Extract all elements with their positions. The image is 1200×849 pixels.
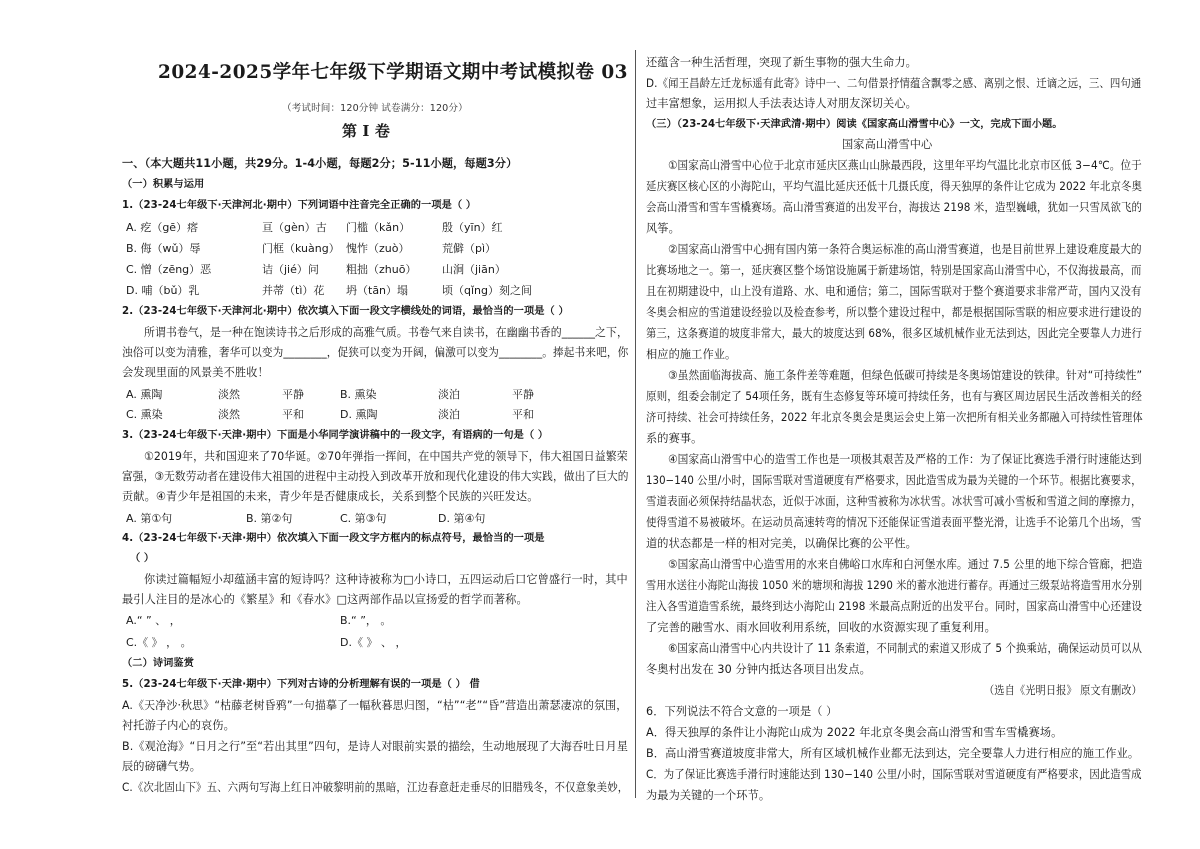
option-line: C.《次北固山下》五、六两句写海上红日冲破黎明前的黑暗，江边春意赶走垂尽的旧腊残冬，不仅意象美妙， [122, 781, 629, 794]
passage-line: 所谓书卷气，是一种在饱读诗书之后形成的高雅气质。书卷气来自读书，在幽幽书香的______之下， [144, 326, 629, 339]
option: 门框（kuàng） [262, 242, 340, 255]
passage-line: 130−140 公里/小时，国际雪联对雪道硬度有严格要求，因此造雪成为最为关键的一个环节。根据比赛要求， [646, 474, 1142, 487]
passage-line: ⑤国家高山滑雪中心造雪用的水来自佛峪口水库和白河堡水库。通过 7.5 公里的地下综合管廊，把造 [668, 558, 1143, 571]
option: A.“ ” 、 ， [126, 614, 181, 627]
passage-line: 了完善的融雪水、雨水回收利用系统，回收的水资源实现了重复利用。 [646, 621, 996, 634]
option: 平静 [512, 388, 534, 401]
option: D. 第④句 [438, 512, 486, 525]
option: A. 第①句 [126, 512, 173, 525]
option: D.《 》 、 ， [340, 636, 407, 649]
option-line: B．高山滑雪赛道坡度非常大，所有区域机械作业都无法到达，完全要靠人力进行相应的施工作业。 [646, 747, 1140, 760]
passage-line: 系的赛事。 [646, 432, 703, 445]
option: B. 第②句 [246, 512, 293, 525]
option: 并蒂（tì）花 [262, 284, 325, 297]
option: 顷（qǐng）刻之间 [442, 284, 532, 297]
option: A. 熏陶 [126, 388, 163, 401]
option: 门槛（kǎn） [346, 221, 411, 234]
passage-line: 冬奥会相应的雪道建设经验以及检查参考，所以整个建设过程中，都是根据国际雪联的相应要求进行建设的 [646, 306, 1142, 319]
option-line: A.《天净沙·秋思》“枯藤老树昏鸦”一句描摹了一幅秋暮思归图，“枯”“老”“昏”营造出萧瑟凄凉的氛围， [122, 699, 628, 712]
passage-line: 注入各雪道造雪系统，最终到达小海陀山 2198 米最高点附近的出发平台。同时，国家高山滑雪中心还建设 [646, 600, 1143, 613]
subsection-heading: （三）（23-24七年级下·天津武清·期中）阅读《国家高山滑雪中心》一文，完成下面小题。 [646, 119, 1063, 130]
question-stem: 1.（23-24七年级下·天津河北·期中）下列词语中注音完全正确的一项是（ ） [122, 200, 477, 211]
passage-line: 比赛场地之一。第一，延庆赛区整个场馆设施属于新建场馆，特别是国家高山滑雪中心，不仅海拔最高，而 [646, 264, 1142, 277]
passage-line: 冬奥村出发在 30 分钟内抵达各项目出发点。 [646, 663, 871, 676]
page-title: 2024-2025学年七年级下学期语文期中考试模拟卷 03 [158, 62, 628, 83]
subsection-heading: （一）积累与运用 [122, 179, 205, 190]
option: C. 憎（zēng）恶 [126, 263, 212, 276]
option: 粗拙（zhuō） [346, 263, 417, 276]
option: D. 熏陶 [340, 408, 378, 421]
option: 亘（gèn）古 [262, 221, 327, 234]
passage-line: 使得雪道不易被破坏。在运动员高速转弯的情况下还能保证雪道表面平整光滑，让选手不论第几个出场，雪 [646, 516, 1142, 529]
source-note: （选自《光明日报》 原文有删改） [984, 684, 1142, 697]
passage-line: 你读过篇幅短小却蕴涵丰富的短诗吗？这种诗被称为□小诗口，五四运动后口它曾盛行一时，其中 [144, 573, 628, 586]
passage-line: 会高山滑雪和雪车雪橇赛场。高山滑雪赛道的出发平台，海拔达 2198 米，造型巍峨，犹如一只雪凤欲飞的 [646, 201, 1143, 214]
passage-line: 且在初期建设中，山上没有道路、水、电和通信；第二，国际雪联对于整个赛道要求非常严苛，国内又没有 [646, 285, 1142, 298]
question-stem: 4.（23-24七年级下·天津·期中）依次填入下面一段文字方框内的标点符号，最恰当的一项是 [122, 533, 545, 544]
option-line: C．为了保证比赛选手滑行时速能达到 130−140 公里/小时，国际雪联对雪道硬度有严格要求，因此造雪成 [646, 768, 1142, 781]
column-divider [635, 50, 636, 798]
option-line: 辰的磅礴气势。 [122, 760, 202, 773]
option: 荒僻（pì） [442, 242, 497, 255]
option: D. 哺（bǔ）乳 [126, 284, 200, 297]
passage-line: 会发现里面的风景美不胜收！ [122, 366, 269, 379]
passage-line: 最引人注目的是冰心的《繁星》和《春水》□这两部作品以宣扬爱的哲学而著称。 [122, 593, 528, 606]
passage-line: 雪道表面必须保持结晶状态，近似于冰面，这种雪被称为冰状雪。冰状雪可减小雪板和雪道之间的摩擦力， [646, 495, 1142, 508]
answer-paren: （ ） [130, 553, 155, 564]
question-stem: 5.（23-24七年级下·天津·期中）下列对古诗的分析理解有误的一项是（ ） 借 [122, 679, 480, 690]
passage-line: ①国家高山滑雪中心位于北京市延庆区燕山山脉最西段，这里年平均气温比北京市区低 3−4℃。位于 [668, 159, 1142, 172]
passage-line: 雪用水送往小海陀山海拔 1050 米的塘坝和海拔 1290 米的蓄水池进行蓄存。再通过三级泵站将造雪用水分别 [646, 579, 1143, 592]
passage-line: 济可持续、社会可持续任务，2022 年北京冬奥会是奥运会史上第一次把所有相关业务都融入可持续性管理体 [646, 411, 1143, 424]
option: C. 熏染 [126, 408, 163, 421]
passage-line: 第三，这条赛道的坡度非常大，最大的坡度达到 68%，很多区域机械作业无法到达，因此完全要靠人力进行 [646, 327, 1142, 340]
option: 淡然 [218, 388, 240, 401]
passage-line: 富强，③无数劳动者在建设伟大祖国的进程中主动投入到改革开放和现代化建设的伟大实践，做出了巨大的 [122, 470, 629, 483]
option-line: D.《闻王昌龄左迁龙标遥有此寄》诗中一、二句借景抒情蕴含飘零之感、离别之恨、迁谪之远，三、四句通 [646, 77, 1142, 90]
passage-line: ②国家高山滑雪中心拥有国内第一条符合奥运标准的高山滑雪赛道，也是目前世界上建设难度最大的 [668, 243, 1142, 256]
option: 坍（tān）塌 [346, 284, 409, 297]
option: 平和 [282, 408, 304, 421]
option: B. 侮（wǔ）辱 [126, 242, 201, 255]
passage-line: ④国家高山滑雪中心的造雪工作也是一项极其艰苦及严格的工作：为了保证比赛选手滑行时速能达到 [668, 453, 1142, 466]
option: 殷（yīn）红 [442, 221, 503, 234]
option: 诘（jié）问 [262, 263, 319, 276]
option-line: 过丰富想象，运用拟人手法表达诗人对朋友深切关心。 [646, 97, 917, 110]
exam-info: （考试时间：120分钟 试卷满分：120分） [282, 103, 468, 114]
passage-line: 浊俗可以变为清雅，奢华可以变为________，促狭可以变为开阔，偏激可以变为________。捧起书来吧，你 [122, 346, 629, 359]
option-line: B.《观沧海》“日月之行”至“若出其里”四句，是诗人对眼前实景的描绘，生动地展现了大海吞吐日月星 [122, 740, 629, 753]
option: B. 熏染 [340, 388, 377, 401]
option: 平静 [282, 388, 304, 401]
question-stem: 2.（23-24七年级下·天津河北·期中）依次填入下面一段文字横线处的词语，最恰当的一项是（ ） [122, 306, 569, 317]
option: 淡泊 [438, 388, 460, 401]
option: A. 疙（gē）瘩 [126, 221, 199, 234]
passage-line: 风筝。 [646, 222, 680, 235]
option: 平和 [512, 408, 534, 421]
question-stem: 3.（23-24七年级下·天津·期中）下面是小华同学演讲稿中的一段文字，有语病的一句是（ ） [122, 430, 549, 441]
section-heading: 一、（本大题共11小题，共29分。1-4小题，每题2分；5-11小题，每题3分） [122, 157, 518, 170]
article-title: 国家高山滑雪中心 [842, 138, 933, 151]
passage-line: 原则，组委会制定了 54项任务，既有生态修复等环境可持续任务，也有与赛区周边居民生活改善相关的经 [646, 390, 1143, 403]
passage-line: ⑥国家高山滑雪中心内共设计了 11 条索道，不同制式的索道又形成了 5 个换乘站，确保运动员可以从 [668, 642, 1143, 655]
passage-line: 相应的施工作业。 [646, 348, 737, 361]
option-line: 衬托游子内心的哀伤。 [122, 719, 235, 732]
passage-line: 道的状态都是一样的相对完美，以确保比赛的公平性。 [646, 537, 917, 550]
passage-line: ③虽然面临海拔高、施工条件差等难题，但绿色低碳可持续是冬奥场馆建设的铁律。针对“可持续性” [668, 369, 1143, 382]
passage-line: 延庆赛区核心区的小海陀山，平均气温比延庆还低十几摄氏度，得天独厚的条件让它成为 2022 年北京冬奥 [646, 180, 1143, 193]
option: B.“ ”， 。 [340, 614, 392, 627]
option-line: 为最为关键的一个环节。 [646, 789, 771, 802]
subsection-heading: （二）诗词鉴赏 [122, 658, 195, 669]
question-stem: 6．下列说法不符合文意的一项是（ ） [646, 705, 838, 718]
option: 愧怍（zuò） [346, 242, 410, 255]
passage-line: 贡献。④青少年是祖国的未来，青少年是否健康成长，关系到整个民族的兴旺发达。 [122, 490, 539, 503]
volume-heading: 第 I 卷 [342, 122, 390, 140]
option: 淡泊 [438, 408, 460, 421]
option: C. 第③句 [340, 512, 387, 525]
passage-line: ①2019年，共和国迎来了70华诞。②70年弹指一挥间，在中国共产党的领导下，伟大祖国日益繁荣 [144, 450, 628, 463]
option: C.《 》 ， 。 [126, 636, 192, 649]
option-line: A．得天独厚的条件让小海陀山成为 2022 年北京冬奥会高山滑雪和雪车雪橇赛场。 [646, 726, 1063, 739]
option: 淡然 [218, 408, 240, 421]
option: 山涧（jiān） [442, 263, 506, 276]
option-line: 还蕴含一种生活哲理，突现了新生事物的强大生命力。 [646, 56, 917, 69]
